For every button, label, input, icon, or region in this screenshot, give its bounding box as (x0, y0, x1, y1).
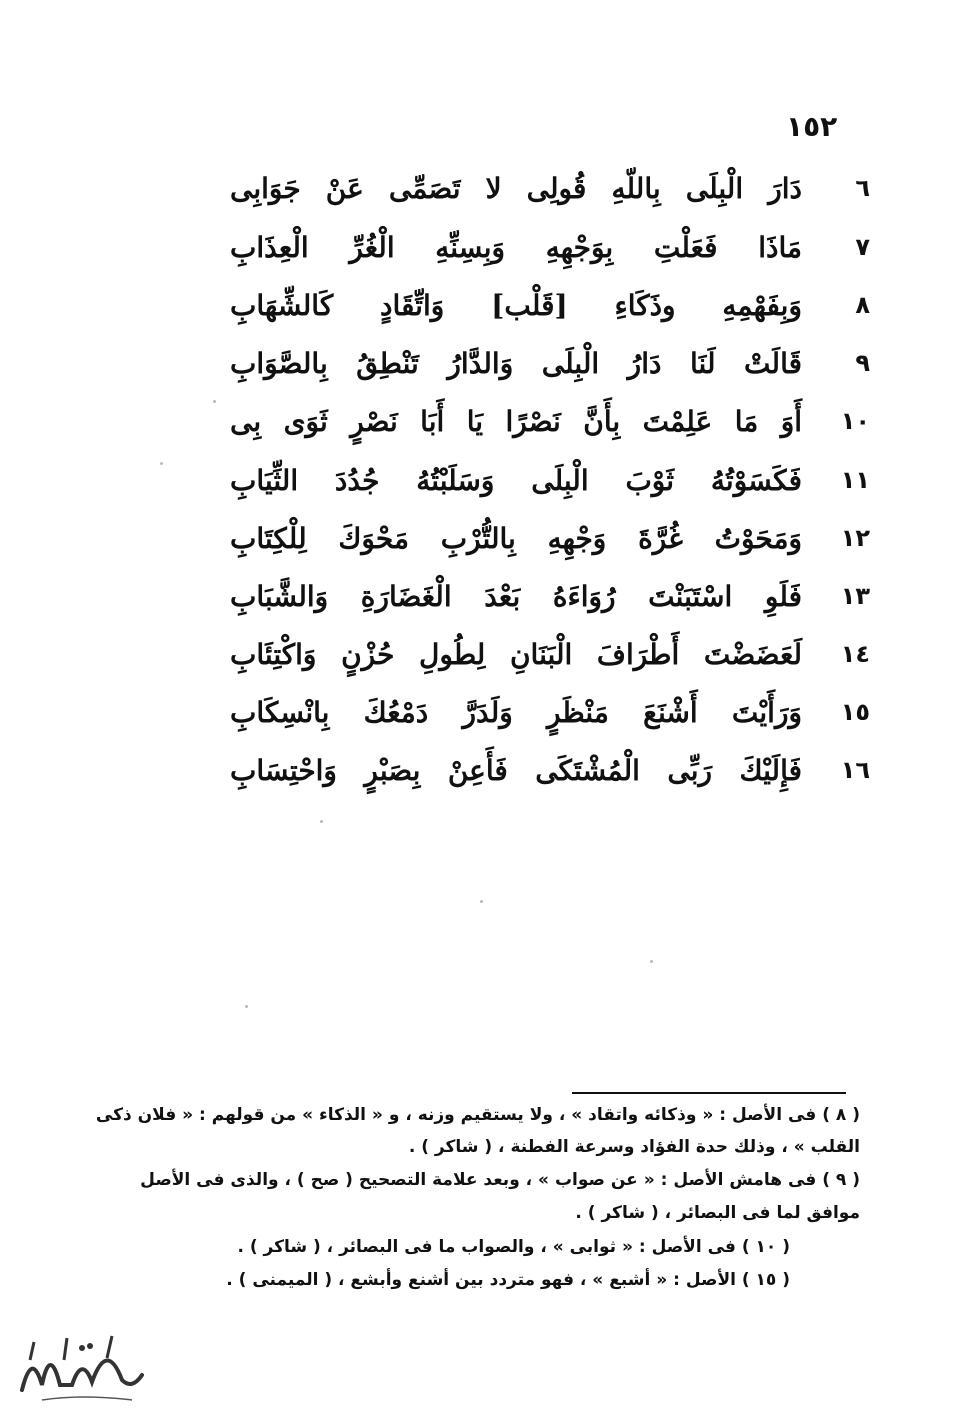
verse-line (230, 455, 870, 505)
verse-text: أَوَ مَا عَلِمْتَ بِأَنَّ نَصْرًا يَا أَبَا نَصْرٍ ثَوَى بِى (230, 404, 802, 438)
verse-text: فَكَسَوْتُهُ ثَوْبَ الْبِلَى وَسَلَبْتُهُ جُدُدَ الثِّيَابِ (230, 463, 802, 497)
verse-text: فَلَوِ اسْتَبَنْتَ رُوَاءَهُ بَعْدَ الْغَضَارَةِ وَالشَّبَابِ (230, 579, 802, 613)
verse-number: ٦ (855, 174, 870, 202)
scan-speck (320, 820, 323, 823)
verse-number: ١٠ (840, 407, 870, 435)
scan-speck (160, 462, 163, 465)
verse-number: ٩ (855, 349, 870, 377)
verse-text: وَبِفَهْمِهِ وذَكَاءِ [قَلْب] وَاتِّقَادٍ كَالشِّهَابِ (230, 288, 802, 322)
verse-number: ٧ (855, 233, 870, 261)
verse-line (230, 222, 870, 272)
verse-text: دَارَ الْبِلَى بِاللّهِ قُولِى لا تَصَمِّى عَنْ جَوَابِى (230, 171, 802, 205)
footnote-line: القلب » ، وذلك حدة الفؤاد وسرعة الفطنة ، ( شاكر ) . (408, 1137, 860, 1157)
verse-text: مَاذَا فَعَلْتِ بِوَجْهِهِ وَبِسِنِّهِ الْغُرِّ الْعِذَابِ (230, 230, 802, 264)
verse-text: وَرَأَيْتَ أَشْنَعَ مَنْظَرٍ وَلَدَرَّ دَمْعُكَ بِانْسِكَابِ (230, 695, 802, 729)
verse-number: ١٦ (840, 756, 870, 784)
verse-number: ١١ (840, 466, 870, 494)
footnote-divider (572, 1092, 846, 1094)
footnote-line: موافق لما فى البصائر ، ( شاكر ) . (575, 1203, 860, 1223)
scan-speck (213, 400, 216, 403)
scan-speck (650, 960, 653, 963)
verse-text: قَالَتْ لَنَا دَارُ الْبِلَى وَالدَّارُ تَنْطِقُ بِالصَّوَابِ (230, 346, 802, 380)
verse-line (230, 338, 870, 388)
verse-line (230, 396, 870, 446)
page-number: ١٥٢ (786, 110, 838, 143)
scan-speck (480, 900, 483, 903)
verse-number: ١٢ (840, 524, 870, 552)
verse-number: ١٣ (840, 582, 870, 610)
verse-text: وَمَحَوْتُ غُرَّةَ وَجْهِهِ بِالتُّرْبِ مَحْوَكَ لِلْكِتَابِ (230, 521, 802, 555)
verse-line (230, 629, 870, 679)
stamp-logo (12, 1330, 152, 1410)
verse-line (230, 280, 870, 330)
verse-line (230, 571, 870, 621)
verse-line (230, 745, 870, 795)
verse-text: لَعَضَضْتَ أَطْرَافَ الْبَنَانِ لِطُولِ حُزْنٍ وَاكْتِئَابِ (230, 637, 802, 671)
verse-number: ٨ (855, 291, 870, 319)
verse-number: ١٥ (840, 698, 870, 726)
footnote-line: ( ٩ ) فى هامش الأصل : « عن صواب » ، وبعد علامة التصحيح ( صح ) ، والذى فى الأصل (140, 1170, 860, 1190)
verse-line (230, 687, 870, 737)
footnote-line: ( ١٥ ) الأصل : « أشبع » ، فهو متردد بين أشنع وأبشع ، ( الميمنى ) . (226, 1270, 790, 1290)
footnote-line: ( ١٠ ) فى الأصل : « ثوابى » ، والصواب ما فى البصائر ، ( شاكر ) . (237, 1237, 790, 1257)
verse-line (230, 163, 870, 213)
verse-number: ١٤ (840, 640, 870, 668)
library-stamp (12, 1330, 152, 1410)
scan-speck (245, 1005, 248, 1008)
verse-line (230, 513, 870, 563)
verse-text: فَإِلَيْكَ رَبِّى الْمُشْتَكَى فَأَعِنْ بِصَبْرٍ وَاحْتِسَابِ (230, 753, 802, 787)
footnote-line: ( ٨ ) فى الأصل : « وذكائه واتقاد » ، ولا يستقيم وزنه ، و « الذكاء » من قولهم : « فلان ذكى (95, 1105, 860, 1125)
